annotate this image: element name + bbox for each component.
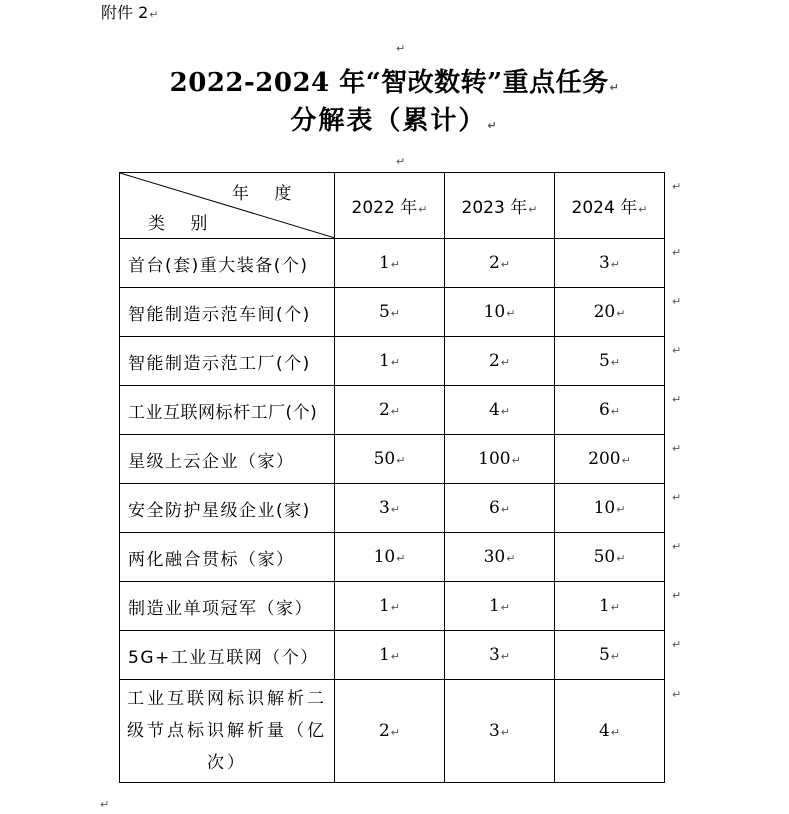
value-cell: 4↵	[445, 386, 555, 435]
row-end-mark: ↵	[672, 295, 682, 308]
category-cell: 5G+工业互联网（个）	[120, 631, 335, 680]
year-header-2024: 2024 年↵	[555, 173, 665, 239]
table-row	[120, 386, 665, 435]
category-cell: 工业互联网标杆工厂(个)	[120, 386, 335, 435]
table-row	[120, 337, 665, 386]
value-cell: 30↵	[445, 533, 555, 582]
value-cell: 1↵	[335, 631, 445, 680]
table-header-row	[120, 173, 665, 239]
value-cell: 3↵	[445, 631, 555, 680]
category-cell: 智能制造示范车间(个)	[120, 288, 335, 337]
category-cell: 工业互联网标识解析二级节点标识解析量（亿次）	[120, 680, 335, 783]
document-title-line2: 分解表（累计）↵	[290, 106, 499, 136]
value-cell: 6↵	[445, 484, 555, 533]
row-end-mark: ↵	[672, 246, 682, 259]
row-end-mark: ↵	[672, 589, 682, 602]
value-cell: 3↵	[335, 484, 445, 533]
table-row	[120, 533, 665, 582]
document-title-line1: 2022-2024 年“智改数转”重点任务↵	[169, 68, 620, 98]
category-cell: 智能制造示范工厂(个)	[120, 337, 335, 386]
row-end-mark: ↵	[672, 638, 682, 651]
attachment-label: 附件 2↵	[101, 3, 159, 22]
value-cell: 3↵	[555, 239, 665, 288]
category-cell: 首台(套)重大装备(个)	[120, 239, 335, 288]
value-cell: 200↵	[555, 435, 665, 484]
table-row	[120, 239, 665, 288]
value-cell: 5↵	[335, 288, 445, 337]
task-breakdown-table	[119, 172, 665, 783]
paragraph-mark: ↵	[396, 42, 406, 55]
table-row	[120, 484, 665, 533]
value-cell: 10↵	[555, 484, 665, 533]
category-cell: 星级上云企业（家）	[120, 435, 335, 484]
table-row	[120, 582, 665, 631]
value-cell: 3↵	[445, 680, 555, 783]
value-cell: 2↵	[445, 239, 555, 288]
value-cell: 6↵	[555, 386, 665, 435]
value-cell: 2↵	[335, 680, 445, 783]
value-cell: 50↵	[335, 435, 445, 484]
table-row	[120, 631, 665, 680]
paragraph-mark: ↵	[396, 155, 406, 168]
row-end-mark: ↵	[672, 491, 682, 504]
value-cell: 1↵	[555, 582, 665, 631]
year-header-2023: 2023 年↵	[445, 173, 555, 239]
value-cell: 4↵	[555, 680, 665, 783]
header-year-label: 年 度	[232, 184, 302, 204]
category-cell: 制造业单项冠军（家）	[120, 582, 335, 631]
header-category-label: 类 别	[148, 214, 218, 234]
row-end-mark: ↵	[672, 442, 682, 455]
value-cell: 50↵	[555, 533, 665, 582]
value-cell: 2↵	[335, 386, 445, 435]
value-cell: 2↵	[445, 337, 555, 386]
value-cell: 100↵	[445, 435, 555, 484]
table-row	[120, 435, 665, 484]
value-cell: 1↵	[335, 239, 445, 288]
row-end-mark: ↵	[672, 393, 682, 406]
value-cell: 10↵	[335, 533, 445, 582]
row-end-mark: ↵	[672, 180, 682, 193]
table-row	[120, 288, 665, 337]
row-end-mark: ↵	[672, 540, 682, 553]
year-header-2022: 2022 年↵	[335, 173, 445, 239]
paragraph-mark: ↵	[100, 798, 110, 811]
category-cell: 安全防护星级企业(家)	[120, 484, 335, 533]
value-cell: 1↵	[445, 582, 555, 631]
value-cell: 1↵	[335, 337, 445, 386]
diagonal-header-cell	[120, 173, 335, 239]
table-row	[120, 680, 665, 783]
row-end-mark: ↵	[672, 688, 682, 701]
category-cell: 两化融合贯标（家）	[120, 533, 335, 582]
value-cell: 10↵	[445, 288, 555, 337]
value-cell: 5↵	[555, 631, 665, 680]
value-cell: 5↵	[555, 337, 665, 386]
row-end-mark: ↵	[672, 344, 682, 357]
value-cell: 1↵	[335, 582, 445, 631]
value-cell: 20↵	[555, 288, 665, 337]
